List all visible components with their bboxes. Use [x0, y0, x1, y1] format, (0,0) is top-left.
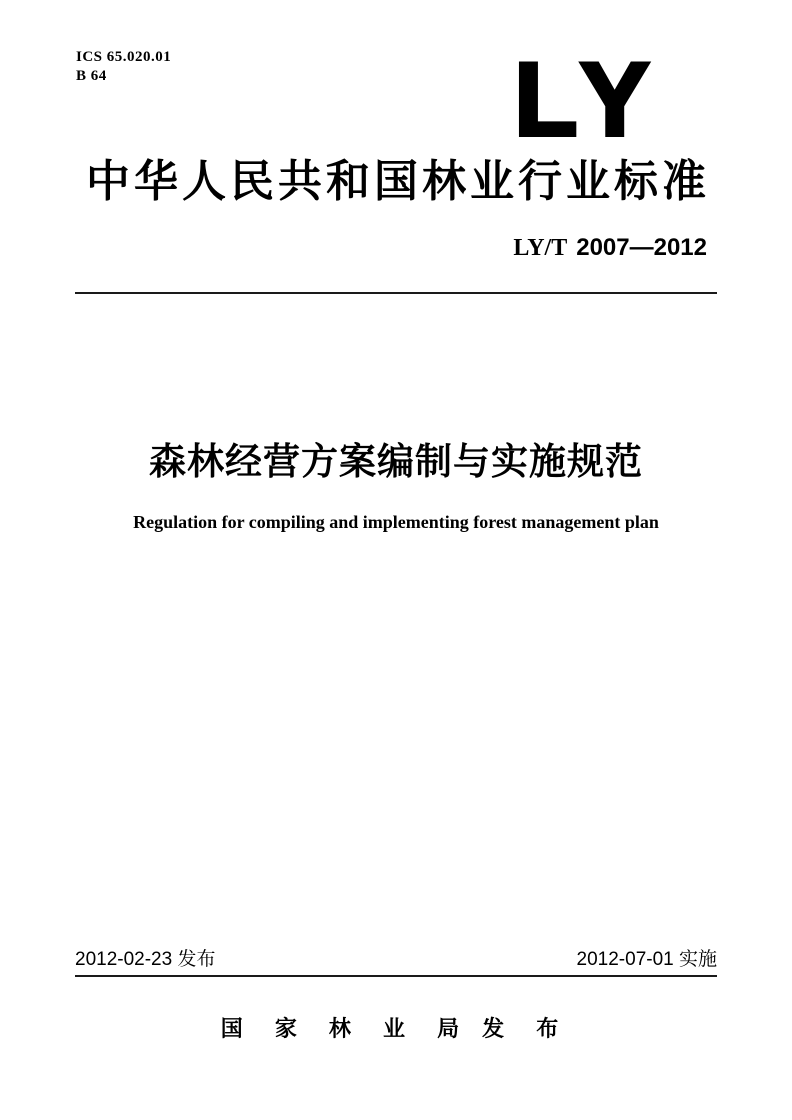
- dates-row: [75, 948, 717, 972]
- ics-classification-block: [76, 48, 171, 86]
- ly-logo: LY: [514, 42, 662, 158]
- publisher-name: 国 家 林 业 局: [220, 1016, 473, 1041]
- issue-date: 2012-02-23 发布: [75, 949, 216, 970]
- publisher-row: [0, 1014, 792, 1044]
- doc-class-line: B 64: [76, 68, 107, 84]
- document-title-english: Regulation for compiling and implementing forest management plan: [133, 512, 659, 532]
- publish-label: 发 布: [482, 1016, 572, 1041]
- top-horizontal-rule: [75, 292, 717, 294]
- standard-code-prefix: LY/T: [513, 235, 568, 261]
- bottom-horizontal-rule: [75, 975, 717, 977]
- standard-code-number: 2007—2012: [576, 234, 707, 261]
- document-title-chinese: 森林经营方案编制与实施规范: [149, 441, 643, 482]
- ics-code-line: ICS 65.020.01: [76, 49, 172, 65]
- standard-code: [513, 234, 707, 262]
- implement-date: 2012-07-01 实施: [576, 949, 717, 970]
- standard-header-title: 中华人民共和国林业行业标准: [86, 157, 710, 206]
